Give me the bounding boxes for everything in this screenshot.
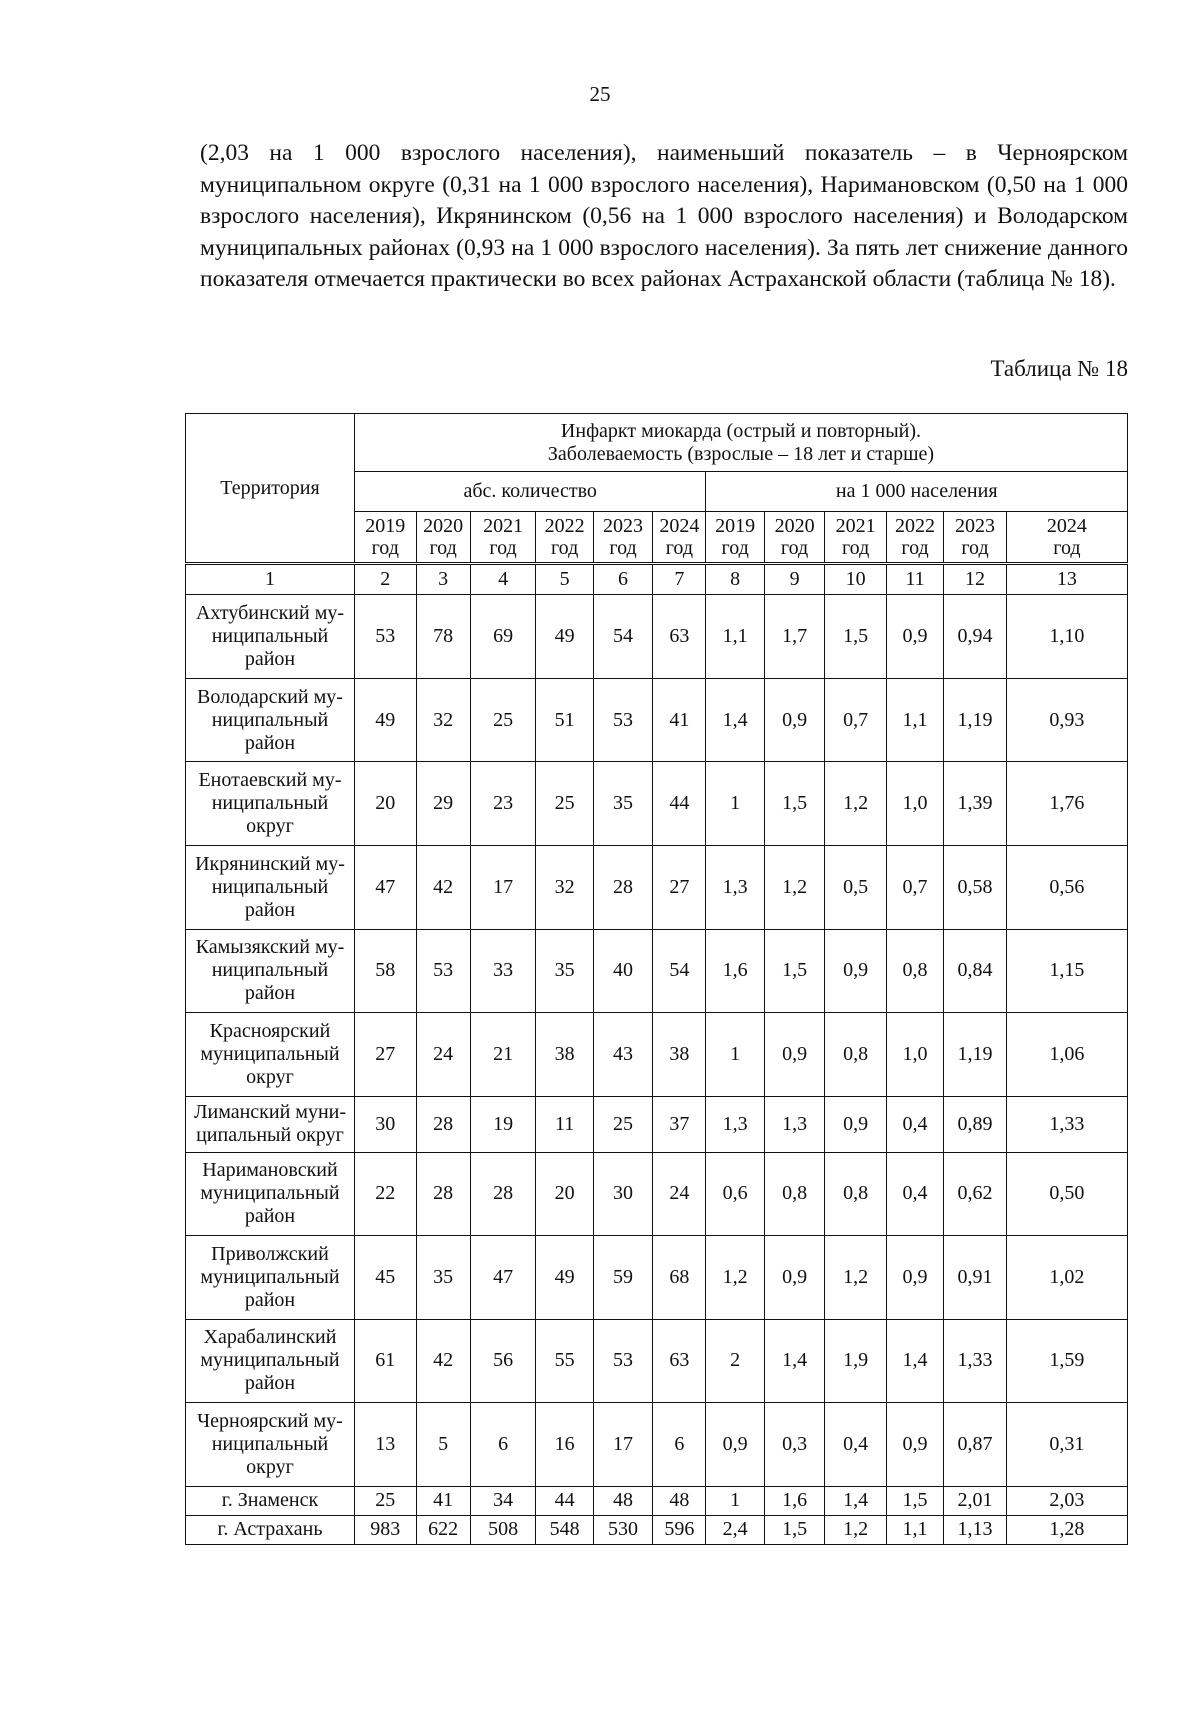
year-header-suffix: год (371, 537, 399, 559)
value-cell: 59 (593, 1236, 652, 1320)
territory-name: Камызякский му- ниципальный район (195, 936, 345, 1005)
value-cell: 42 (416, 1319, 470, 1403)
table-row (186, 1096, 1128, 1152)
value-cell: 1,1 (886, 678, 943, 762)
value-cell: 622 (416, 1515, 470, 1544)
year-header (470, 512, 536, 564)
value-cell: 0,4 (886, 1096, 943, 1152)
value-cell: 20 (536, 1152, 593, 1236)
value-cell: 1,02 (1006, 1236, 1127, 1320)
value-cell: 47 (470, 1236, 536, 1320)
value-cell: 0,9 (706, 1403, 764, 1487)
value-cell: 1,2 (825, 1236, 887, 1320)
territory-name: г. Знаменск (221, 1489, 319, 1512)
value-cell: 2,01 (944, 1486, 1007, 1515)
territory-header: Территория (186, 414, 355, 564)
value-cell: 1,2 (706, 1236, 764, 1320)
value-cell: 0,6 (706, 1152, 764, 1236)
territory-name: г. Астрахань (217, 1518, 323, 1541)
value-cell: 45 (354, 1236, 416, 1320)
value-cell: 55 (536, 1319, 593, 1403)
value-cell: 23 (470, 762, 536, 846)
year-header-suffix: год (780, 537, 809, 559)
value-cell: 27 (653, 845, 706, 929)
value-cell: 1,28 (1006, 1515, 1127, 1544)
value-cell: 1,1 (706, 595, 764, 679)
main-header (354, 414, 1127, 472)
value-cell: 1,4 (886, 1319, 943, 1403)
incidence-table (185, 413, 1128, 1545)
value-cell: 1,10 (1006, 595, 1127, 679)
territory-name: Харабалинский муниципальный район (200, 1326, 340, 1395)
value-cell: 0,4 (825, 1403, 887, 1487)
value-cell: 1,33 (944, 1319, 1007, 1403)
territory-name: Ахтубинский му- ниципальный район (195, 602, 345, 670)
value-cell: 0,84 (944, 929, 1007, 1013)
value-cell: 0,62 (944, 1152, 1007, 1236)
territory-name: Черноярский му- ниципальный округ (197, 1410, 343, 1479)
year-header-year: 2020 (774, 515, 815, 537)
value-cell: 32 (536, 845, 593, 929)
year-header-suffix: год (901, 537, 929, 559)
value-cell: 53 (354, 595, 416, 679)
value-cell: 1,2 (764, 845, 824, 929)
value-cell: 28 (416, 1096, 470, 1152)
territory-cell (186, 1515, 355, 1544)
table-row (186, 1319, 1128, 1403)
value-cell: 0,7 (825, 678, 887, 762)
value-cell: 35 (416, 1236, 470, 1320)
value-cell: 1 (706, 1013, 764, 1097)
value-cell: 6 (653, 1403, 706, 1487)
year-header-suffix: год (961, 537, 989, 559)
value-cell: 1,39 (944, 762, 1007, 846)
value-cell: 0,94 (944, 595, 1007, 679)
value-cell: 78 (416, 595, 470, 679)
year-header-year: 2020 (423, 515, 464, 537)
group-header-abs: абс. количество (354, 472, 705, 512)
year-header-suffix: год (665, 537, 693, 559)
value-cell: 49 (354, 678, 416, 762)
value-cell: 1,33 (1006, 1096, 1127, 1152)
value-cell: 1,4 (764, 1319, 824, 1403)
value-cell: 0,8 (886, 929, 943, 1013)
table-row (186, 1515, 1128, 1544)
value-cell: 34 (470, 1486, 536, 1515)
value-cell: 20 (354, 762, 416, 846)
value-cell: 51 (536, 678, 593, 762)
value-cell: 24 (416, 1013, 470, 1097)
value-cell: 0,89 (944, 1096, 1007, 1152)
value-cell: 1,3 (706, 845, 764, 929)
territory-name: Лиманский муни- ципальный округ (193, 1101, 347, 1147)
year-header-year: 2019 (365, 515, 406, 537)
territory-cell (186, 1236, 355, 1320)
year-header (653, 512, 706, 564)
value-cell: 1,7 (764, 595, 824, 679)
value-cell: 22 (354, 1152, 416, 1236)
table-row (186, 1236, 1128, 1320)
value-cell: 1,5 (886, 1486, 943, 1515)
territory-cell (186, 1319, 355, 1403)
value-cell: 35 (593, 762, 652, 846)
value-cell: 0,9 (825, 929, 887, 1013)
value-cell: 1,4 (825, 1486, 887, 1515)
value-cell: 54 (593, 595, 652, 679)
year-header-year: 2024 (1046, 515, 1087, 537)
column-number: 6 (593, 564, 652, 595)
territory-cell (186, 1403, 355, 1487)
value-cell: 1,19 (944, 1013, 1007, 1097)
value-cell: 1,0 (886, 1013, 943, 1097)
table-row (186, 678, 1128, 762)
value-cell: 0,91 (944, 1236, 1007, 1320)
territory-name: Красноярский муниципальный округ (200, 1019, 340, 1088)
value-cell: 1,15 (1006, 929, 1127, 1013)
value-cell: 35 (536, 929, 593, 1013)
column-number: 1 (186, 564, 355, 595)
territory-cell (186, 845, 355, 929)
value-cell: 0,4 (886, 1152, 943, 1236)
territory-cell (186, 678, 355, 762)
value-cell: 0,9 (764, 1013, 824, 1097)
value-cell: 63 (653, 1319, 706, 1403)
year-header-year: 2021 (483, 515, 524, 537)
year-header-year: 2023 (603, 515, 644, 537)
column-number: 7 (653, 564, 706, 595)
value-cell: 44 (536, 1486, 593, 1515)
value-cell: 0,8 (825, 1013, 887, 1097)
value-cell: 0,9 (825, 1096, 887, 1152)
value-cell: 983 (354, 1515, 416, 1544)
value-cell: 41 (653, 678, 706, 762)
value-cell: 53 (593, 1319, 652, 1403)
value-cell: 11 (536, 1096, 593, 1152)
territory-name: Енотаевский му- ниципальный округ (198, 769, 342, 838)
territory-name: Приволжский муниципальный район (200, 1242, 340, 1311)
column-number: 5 (536, 564, 593, 595)
main-header-line1: Инфаркт миокарда (острый и повторный). (560, 419, 922, 442)
value-cell: 0,9 (764, 678, 824, 762)
value-cell: 0,58 (944, 845, 1007, 929)
value-cell: 2 (706, 1319, 764, 1403)
value-cell: 38 (536, 1013, 593, 1097)
value-cell: 6 (470, 1403, 536, 1487)
year-header-suffix: год (609, 537, 637, 559)
value-cell: 41 (416, 1486, 470, 1515)
year-header-suffix: год (1053, 537, 1081, 559)
year-header-suffix: год (721, 537, 749, 559)
table-row (186, 929, 1128, 1013)
year-header (1006, 512, 1127, 564)
year-header (706, 512, 764, 564)
value-cell: 1,13 (944, 1515, 1007, 1544)
value-cell: 25 (593, 1096, 652, 1152)
territory-cell (186, 929, 355, 1013)
territory-name: Икрянинский му- ниципальный район (195, 852, 345, 921)
table-row (186, 1152, 1128, 1236)
value-cell: 530 (593, 1515, 652, 1544)
value-cell: 47 (354, 845, 416, 929)
value-cell: 0,8 (764, 1152, 824, 1236)
value-cell: 49 (536, 595, 593, 679)
table-row (186, 1013, 1128, 1097)
column-number: 11 (886, 564, 943, 595)
column-number: 12 (944, 564, 1007, 595)
value-cell: 1,1 (886, 1515, 943, 1544)
value-cell: 61 (354, 1319, 416, 1403)
year-header-suffix: год (489, 537, 517, 559)
value-cell: 30 (354, 1096, 416, 1152)
year-header (825, 512, 887, 564)
column-number: 3 (416, 564, 470, 595)
value-cell: 53 (416, 929, 470, 1013)
year-header-suffix: год (550, 537, 579, 559)
value-cell: 1,3 (764, 1096, 824, 1152)
value-cell: 43 (593, 1013, 652, 1097)
column-number: 8 (706, 564, 764, 595)
year-header (886, 512, 943, 564)
value-cell: 1 (706, 762, 764, 846)
value-cell: 0,93 (1006, 678, 1127, 762)
value-cell: 54 (653, 929, 706, 1013)
value-cell: 1,06 (1006, 1013, 1127, 1097)
value-cell: 0,7 (886, 845, 943, 929)
column-number: 4 (470, 564, 536, 595)
value-cell: 49 (536, 1236, 593, 1320)
value-cell: 0,9 (886, 1236, 943, 1320)
value-cell: 1,6 (764, 1486, 824, 1515)
value-cell: 42 (416, 845, 470, 929)
territory-name: Наримановский муниципальный район (200, 1159, 340, 1228)
value-cell: 5 (416, 1403, 470, 1487)
value-cell: 21 (470, 1013, 536, 1097)
value-cell: 1,3 (706, 1096, 764, 1152)
value-cell: 28 (470, 1152, 536, 1236)
value-cell: 1,2 (825, 1515, 887, 1544)
value-cell: 0,31 (1006, 1403, 1127, 1487)
value-cell: 63 (653, 595, 706, 679)
value-cell: 13 (354, 1403, 416, 1487)
value-cell: 1,59 (1006, 1319, 1127, 1403)
territory-cell (186, 1013, 355, 1097)
value-cell: 548 (536, 1515, 593, 1544)
value-cell: 28 (593, 845, 652, 929)
value-cell: 0,9 (886, 1403, 943, 1487)
value-cell: 48 (593, 1486, 652, 1515)
page-number: 25 (589, 82, 611, 106)
value-cell: 32 (416, 678, 470, 762)
value-cell: 0,3 (764, 1403, 824, 1487)
value-cell: 2,4 (706, 1515, 764, 1544)
value-cell: 38 (653, 1013, 706, 1097)
year-header-year: 2022 (895, 515, 936, 537)
group-header-rate: на 1 000 населения (706, 472, 1128, 512)
value-cell: 0,8 (825, 1152, 887, 1236)
value-cell: 44 (653, 762, 706, 846)
year-header-year: 2019 (715, 515, 756, 537)
year-header (536, 512, 593, 564)
value-cell: 596 (653, 1515, 706, 1544)
table-row (186, 1486, 1128, 1515)
value-cell: 0,56 (1006, 845, 1127, 929)
table-row (186, 595, 1128, 679)
year-header (354, 512, 416, 564)
year-header-year: 2021 (835, 515, 876, 537)
value-cell: 29 (416, 762, 470, 846)
column-number: 10 (825, 564, 887, 595)
table-row (186, 1403, 1128, 1487)
value-cell: 1,5 (764, 929, 824, 1013)
value-cell: 0,5 (825, 845, 887, 929)
column-number: 9 (764, 564, 824, 595)
value-cell: 37 (653, 1096, 706, 1152)
value-cell: 69 (470, 595, 536, 679)
value-cell: 40 (593, 929, 652, 1013)
value-cell: 0,87 (944, 1403, 1007, 1487)
value-cell: 1,2 (825, 762, 887, 846)
table-caption: Таблица № 18 (990, 356, 1128, 381)
value-cell: 1,5 (764, 1515, 824, 1544)
territory-cell (186, 1486, 355, 1515)
value-cell: 1,9 (825, 1319, 887, 1403)
value-cell: 1,5 (764, 762, 824, 846)
year-header-suffix: год (841, 537, 870, 559)
value-cell: 56 (470, 1319, 536, 1403)
value-cell: 33 (470, 929, 536, 1013)
value-cell: 16 (536, 1403, 593, 1487)
value-cell: 68 (653, 1236, 706, 1320)
year-header (416, 512, 470, 564)
year-header-year: 2023 (955, 515, 995, 537)
value-cell: 0,9 (764, 1236, 824, 1320)
table-row (186, 762, 1128, 846)
year-header (944, 512, 1007, 564)
value-cell: 1,5 (825, 595, 887, 679)
year-header (593, 512, 652, 564)
year-header (764, 512, 824, 564)
column-number: 2 (354, 564, 416, 595)
year-header-year: 2024 (659, 515, 700, 537)
value-cell: 25 (354, 1486, 416, 1515)
year-header-suffix: год (429, 537, 457, 559)
value-cell: 53 (593, 678, 652, 762)
value-cell: 28 (416, 1152, 470, 1236)
value-cell: 25 (536, 762, 593, 846)
value-cell: 24 (653, 1152, 706, 1236)
body-paragraph: (2,03 на 1 000 взрослого населения), наименьший показатель – в Черноярском муниципальном округе (0,31 на 1 000 взрослого населения), Наримановском (0,50 на 1 000 взрослого населения), Икрянинском (0,56 на 1 000 взрослого населения) и Володарском муниципальных районах (0,93 на 1 000 взрослого населения). За пять лет снижение данного показателя отмечается практически во всех районах Астраханской области (таблица № 18). (200, 140, 1128, 292)
territory-cell (186, 762, 355, 846)
value-cell: 1 (706, 1486, 764, 1515)
value-cell: 2,03 (1006, 1486, 1127, 1515)
year-header-year: 2022 (544, 515, 585, 537)
value-cell: 1,76 (1006, 762, 1127, 846)
territory-cell (186, 1096, 355, 1152)
territory-name: Володарский му- ниципальный район (197, 685, 343, 754)
value-cell: 508 (470, 1515, 536, 1544)
value-cell: 1,0 (886, 762, 943, 846)
value-cell: 1,6 (706, 929, 764, 1013)
territory-cell (186, 1152, 355, 1236)
value-cell: 58 (354, 929, 416, 1013)
value-cell: 17 (593, 1403, 652, 1487)
value-cell: 25 (470, 678, 536, 762)
value-cell: 17 (470, 845, 536, 929)
table-row (186, 845, 1128, 929)
value-cell: 48 (653, 1486, 706, 1515)
value-cell: 1,4 (706, 678, 764, 762)
value-cell: 27 (354, 1013, 416, 1097)
value-cell: 0,9 (886, 595, 943, 679)
value-cell: 19 (470, 1096, 536, 1152)
value-cell: 0,50 (1006, 1152, 1127, 1236)
value-cell: 1,19 (944, 678, 1007, 762)
column-number: 13 (1006, 564, 1127, 595)
value-cell: 30 (593, 1152, 652, 1236)
main-header-line2: Заболеваемость (взрослые – 18 лет и старше) (547, 442, 935, 465)
territory-cell (186, 595, 355, 679)
